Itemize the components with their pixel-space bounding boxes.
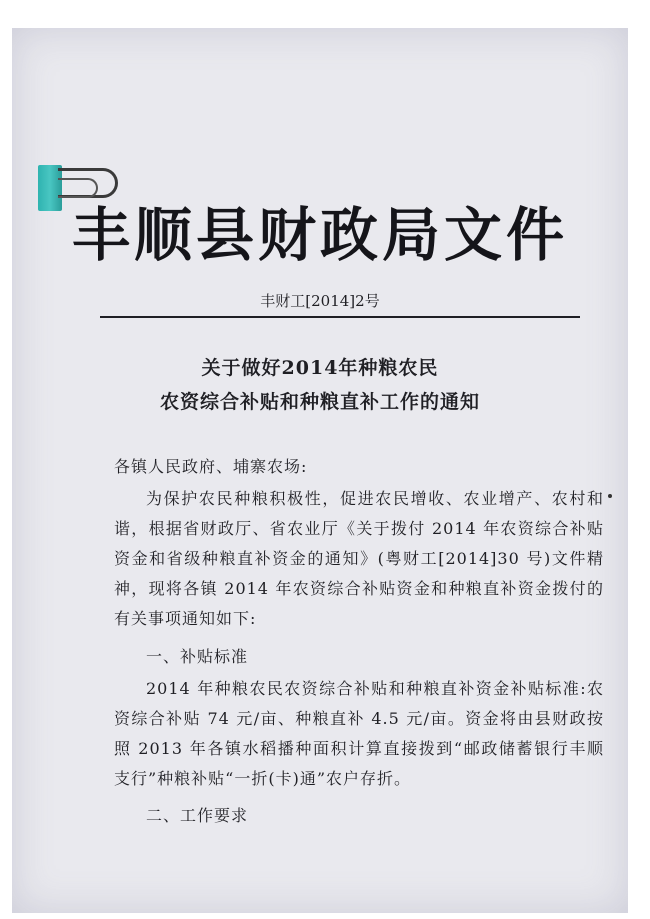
notice-title-line-1: 关于做好2014年种粮农民 (201, 357, 439, 379)
body-paragraph-2: 2014 年种粮农民农资综合补贴和种粮直补资金补贴标准:农资综合补贴 74 元/亩、种粮直补 4.5 元/亩。资金将由县财政按照 2013 年各镇水稻播种面积计算直接拨到“邮政储蓄银行丰顺支行”种粮补贴“一折(卡)通”农户存折。 (114, 679, 604, 788)
body-paragraph-1: 为保护农民种粮积极性，促进农民增收、农业增产、农村和谐，根据省财政厅、省农业厅《关于拨付 2014 年农资综合补贴资金和省级种粮直补资金的通知》(粤财工[2014]30 号)文件精神，现将各镇 2014 年农资综合补贴资金和种粮直补资金拨付的有关事项通知如下: (114, 489, 604, 628)
section-heading-2: 二、工作要求 (146, 806, 249, 825)
paper-speck (608, 494, 612, 498)
section-heading-1: 一、补贴标准 (146, 647, 249, 666)
masthead-title: 丰顺县财政局文件 (71, 201, 568, 269)
document-number: 丰财工[2014]2号 (260, 292, 380, 310)
notice-title-line-2: 农资综合补贴和种粮直补工作的通知 (159, 391, 480, 413)
salutation: 各镇人民政府、埔寨农场: (114, 457, 308, 476)
document-page (12, 28, 628, 913)
header-rule (100, 316, 580, 318)
